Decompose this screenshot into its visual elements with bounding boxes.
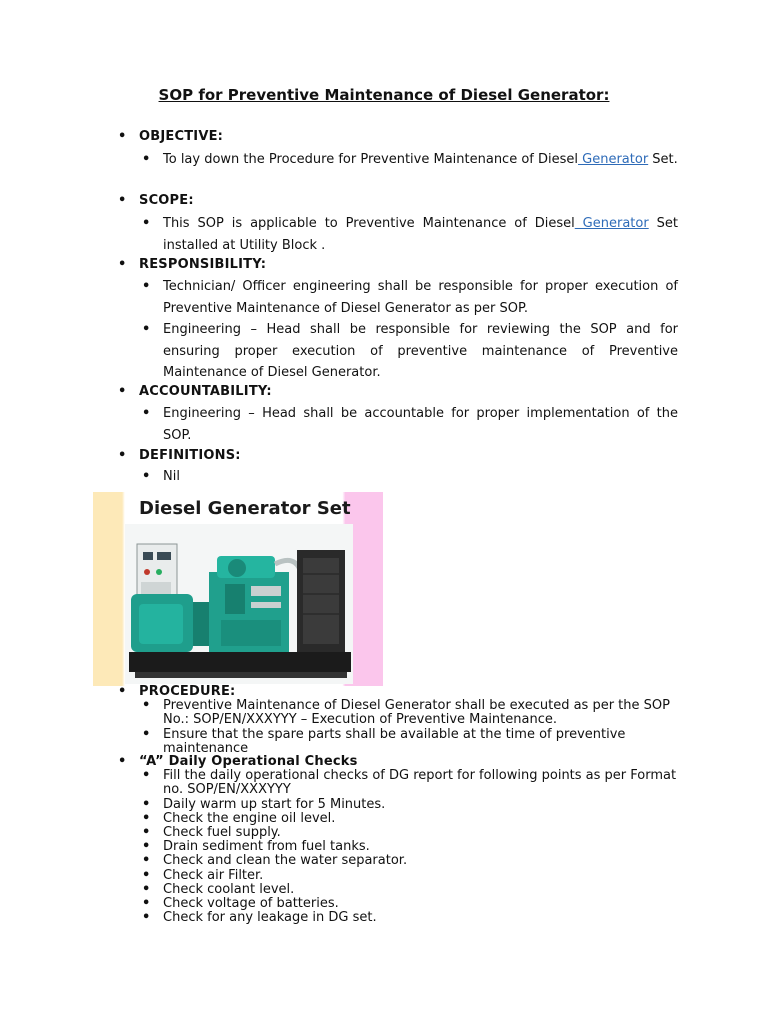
list-item: • Nil xyxy=(118,469,678,484)
list-item: • Check and clean the water separator. xyxy=(118,854,678,868)
objective-heading: • OBJECTIVE: xyxy=(118,129,678,144)
banner-title: Diesel Generator Set xyxy=(139,498,351,519)
objective-list xyxy=(118,149,678,171)
definitions-section xyxy=(118,448,678,463)
responsibility-section xyxy=(118,257,678,272)
generator-link[interactable]: Generator xyxy=(578,152,649,167)
daily-checks-section xyxy=(118,755,678,925)
scope-text: This SOP is applicable to Preventive Maintenance of Diesel xyxy=(163,216,575,231)
procedure-heading: • PROCEDURE: xyxy=(118,685,678,699)
list-item: • Daily warm up start for 5 Minutes. xyxy=(118,798,678,812)
objective-section xyxy=(118,129,678,144)
definitions-list xyxy=(118,469,678,484)
accountability-heading: • ACCOUNTABILITY: xyxy=(118,384,678,399)
diesel-generator-illustration xyxy=(125,524,353,684)
daily-checks-heading: • “A” Daily Operational Checks xyxy=(118,755,678,769)
list-item: • Ensure that the spare parts shall be available at the time of preventive maintenance xyxy=(118,728,678,756)
procedure-section xyxy=(118,685,678,756)
accountability-list xyxy=(118,403,678,446)
list-item: • Engineering – Head shall be responsible for reviewing the SOP and for ensuring proper execution of preventive maintenance of Preventive Maintenance of Diesel Generator. xyxy=(118,319,678,384)
scope-section xyxy=(118,193,678,208)
generator-link[interactable]: Generator xyxy=(574,216,649,231)
objective-text: To lay down the Procedure for Preventive Maintenance of Diesel xyxy=(163,152,579,167)
objective-text-end: Set. xyxy=(648,152,678,167)
list-item: • Check air Filter. xyxy=(118,869,678,883)
list-item: • Technician/ Officer engineering shall be responsible for proper execution of Preventive Maintenance of Diesel Generator as per SOP. xyxy=(118,276,678,319)
scope-list xyxy=(118,213,678,256)
scope-text-end: Set installed at Utility Block . xyxy=(163,216,678,253)
list-item: • Check fuel supply. xyxy=(118,826,678,840)
scope-heading: • SCOPE: xyxy=(118,193,678,208)
list-item: • Engineering – Head shall be accountable for proper implementation of the SOP. xyxy=(118,403,678,446)
page-title: SOP for Preventive Maintenance of Diesel Generator: xyxy=(158,86,610,104)
accountability-section xyxy=(118,384,678,399)
list-item: • Drain sediment from fuel tanks. xyxy=(118,840,678,854)
list-item: • Preventive Maintenance of Diesel Generator shall be executed as per the SOP No.: SOP/EN/XXXYYY – Execution of Preventive Maintenance. xyxy=(118,699,678,727)
definitions-heading: • DEFINITIONS: xyxy=(118,448,678,463)
list-item: • Check for any leakage in DG set. xyxy=(118,911,678,925)
list-item: • Check the engine oil level. xyxy=(118,812,678,826)
list-item: • Check voltage of batteries. xyxy=(118,897,678,911)
list-item: • Check coolant level. xyxy=(118,883,678,897)
responsibility-list xyxy=(118,276,678,384)
list-item xyxy=(118,149,678,171)
list-item: • Fill the daily operational checks of DG report for following points as per Format no. SOP/EN/XXXYYY xyxy=(118,769,678,797)
generator-banner-image xyxy=(93,492,383,686)
list-item xyxy=(118,213,678,256)
responsibility-heading: • RESPONSIBILITY: xyxy=(118,257,678,272)
